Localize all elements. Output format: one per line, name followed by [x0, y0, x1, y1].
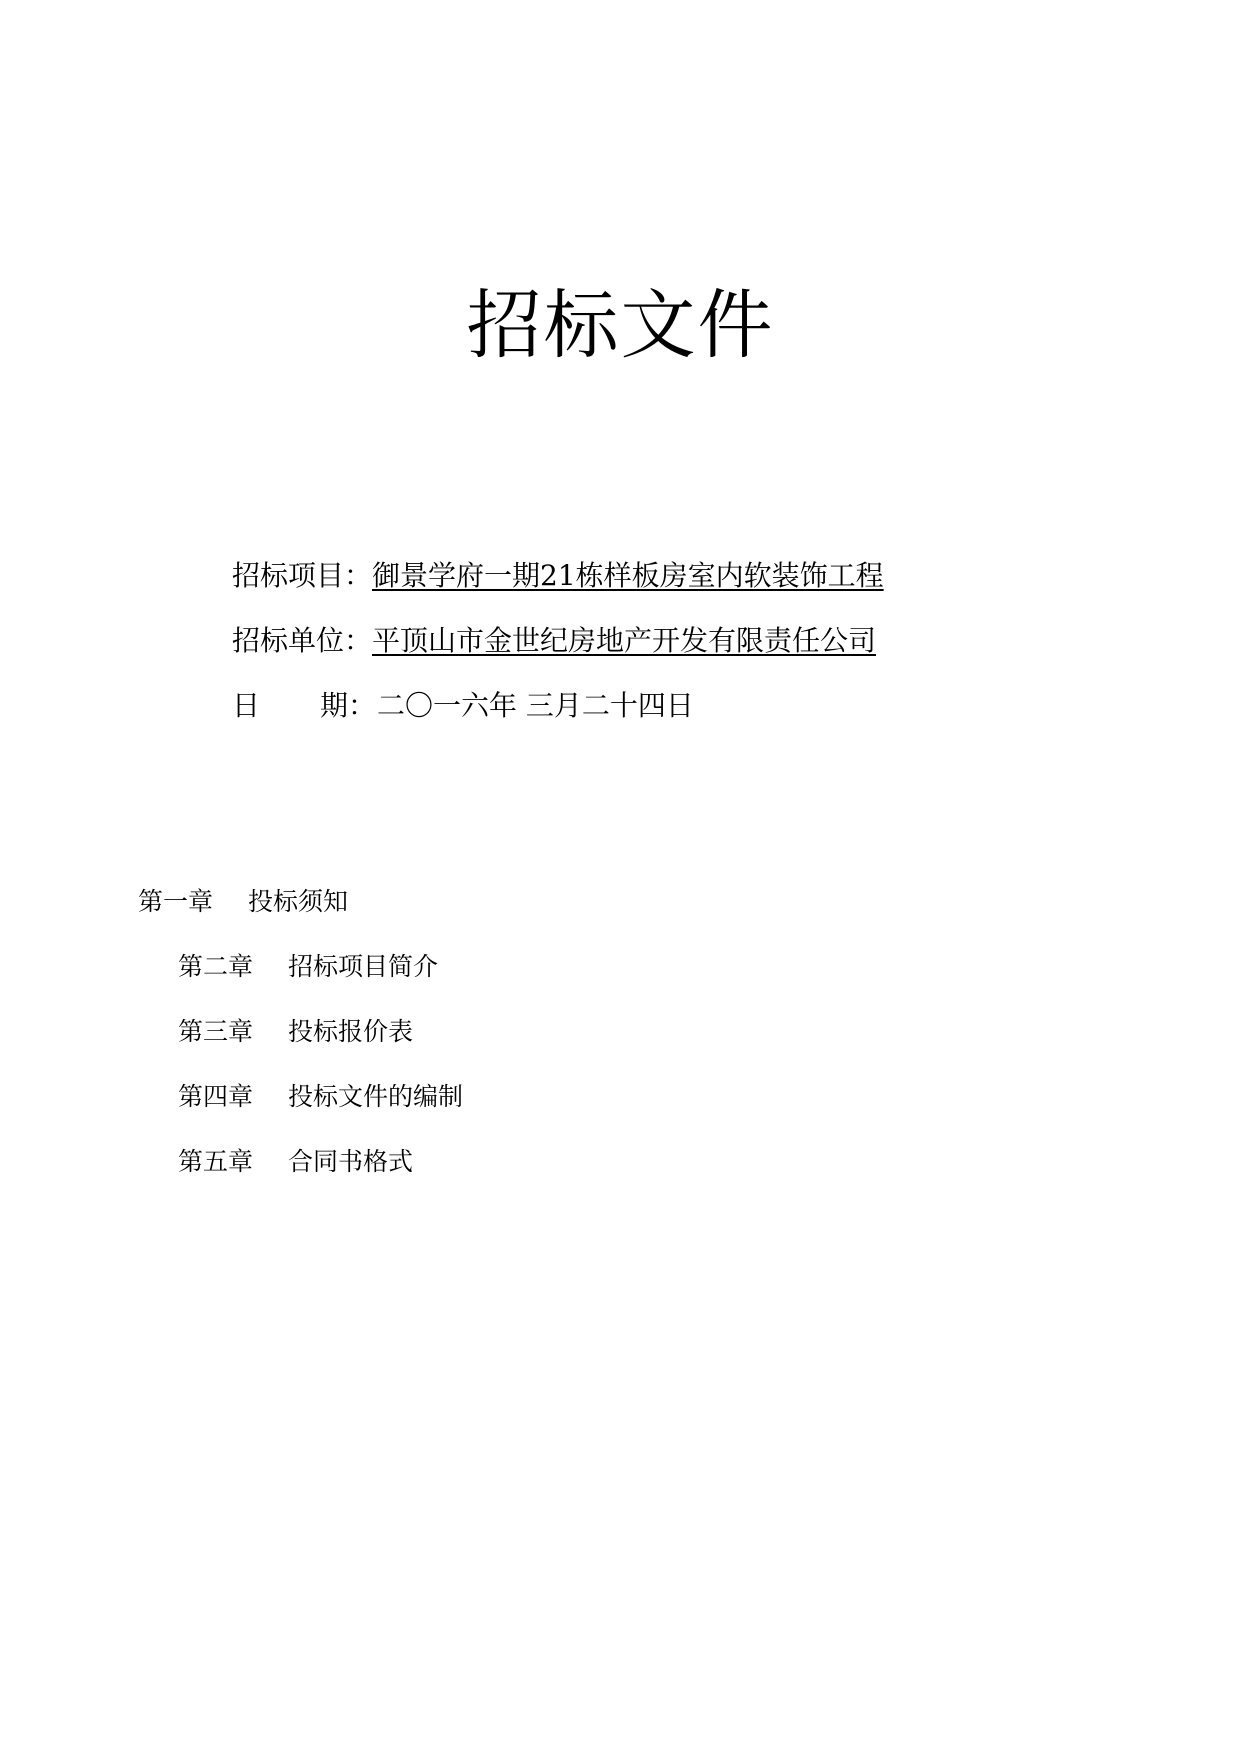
document-title: 招标文件: [466, 281, 775, 369]
toc-item-4: [178, 1081, 463, 1113]
unit-value: 平顶山市金世纪房地产开发有限责任公司: [372, 624, 877, 657]
toc-chapter: 第四章: [178, 1082, 254, 1111]
toc-item-5: [178, 1146, 413, 1178]
date-label-second: 期：: [320, 689, 377, 722]
date-row: [232, 688, 884, 753]
toc-chapter: 第三章: [178, 1017, 254, 1046]
toc-chapter: 第一章: [138, 887, 214, 916]
toc-title: 投标报价表: [288, 1017, 414, 1046]
project-label: 招标项目：: [232, 559, 373, 592]
project-row: [232, 558, 884, 623]
unit-row: [232, 623, 884, 688]
toc-title: 招标项目简介: [288, 952, 439, 981]
toc-item-2: [178, 951, 438, 983]
toc-chapter: 第二章: [178, 952, 254, 981]
toc-item-1: [138, 886, 348, 918]
date-label: [232, 688, 377, 724]
tender-info: [232, 558, 884, 753]
toc-title: 合同书格式: [288, 1147, 414, 1176]
toc-title: 投标须知: [248, 887, 349, 916]
toc-chapter: 第五章: [178, 1147, 254, 1176]
toc-item-3: [178, 1016, 413, 1048]
unit-label: 招标单位：: [232, 624, 373, 657]
date-value: 二〇一六年 三月二十四日: [377, 689, 694, 722]
project-value: 御景学府一期21栋样板房室内软装饰工程: [372, 559, 884, 592]
date-label-first: 日: [232, 689, 261, 722]
toc-title: 投标文件的编制: [288, 1082, 464, 1111]
